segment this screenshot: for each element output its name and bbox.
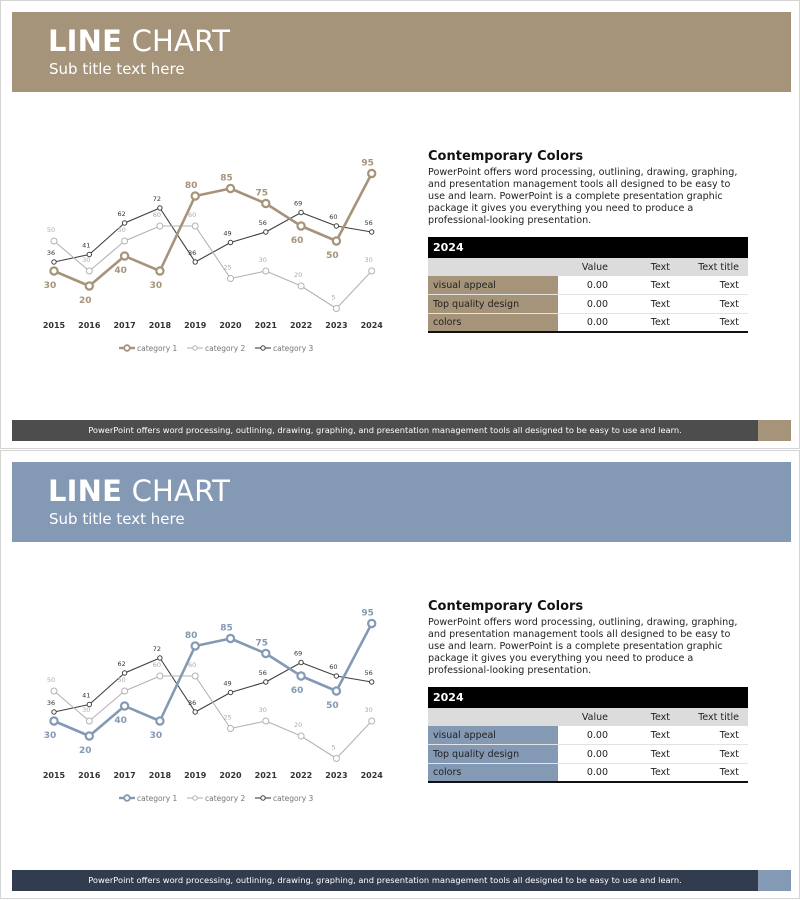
- x-tick-label: 2020: [219, 321, 242, 330]
- x-tick-label: 2015: [42, 771, 66, 780]
- x-tick-label: 2023: [325, 321, 348, 330]
- data-label: 50: [117, 676, 126, 684]
- x-tick-label: 2022: [289, 321, 313, 330]
- data-label: 60: [188, 211, 197, 219]
- column-header: [428, 708, 558, 726]
- data-label: 56: [364, 669, 373, 677]
- x-tick-label: 2019: [184, 321, 207, 330]
- table-cell: Text: [650, 317, 670, 328]
- data-point: [264, 230, 268, 234]
- line-chart-svg: [31, 141, 401, 381]
- title-light-part: CHART: [122, 24, 231, 58]
- line-chart: [31, 141, 401, 381]
- data-point: [333, 687, 340, 694]
- data-point: [50, 717, 57, 724]
- data-point: [369, 268, 375, 274]
- data-point: [122, 221, 126, 225]
- data-label: 60: [329, 663, 338, 671]
- footer-accent-block: [758, 870, 791, 891]
- data-point: [50, 267, 57, 274]
- data-table: [428, 687, 748, 783]
- legend-label: category 1: [137, 344, 178, 353]
- data-point: [263, 718, 269, 724]
- title-bold-part: LINE: [48, 24, 123, 58]
- data-point: [52, 260, 56, 264]
- data-point: [86, 282, 93, 289]
- data-point: [192, 673, 198, 679]
- data-label: 49: [223, 679, 232, 688]
- legend-marker: [124, 345, 130, 351]
- data-point: [298, 733, 304, 739]
- data-point: [228, 690, 232, 694]
- column-header: Value: [581, 261, 608, 273]
- data-point: [298, 283, 304, 289]
- data-label: 60: [290, 236, 304, 246]
- data-point: [333, 237, 340, 244]
- slide-1: [0, 0, 800, 449]
- data-label: 30: [82, 706, 91, 714]
- data-label: 5: [331, 293, 336, 302]
- table-cell: Text: [719, 767, 739, 778]
- data-point: [122, 671, 126, 675]
- data-label: 41: [82, 691, 91, 700]
- data-point: [157, 223, 163, 229]
- legend-label: category 1: [137, 794, 178, 803]
- table-cell: 0.00: [586, 748, 608, 760]
- data-point: [86, 718, 92, 724]
- data-label: 56: [258, 219, 267, 227]
- data-point: [298, 222, 305, 229]
- data-point: [370, 680, 374, 684]
- table-row: [428, 314, 748, 333]
- data-label: 85: [220, 173, 233, 184]
- legend-label: category 2: [205, 344, 246, 353]
- table-column-headers: [428, 708, 748, 726]
- data-label: 30: [43, 281, 57, 291]
- data-point: [262, 650, 269, 657]
- slide-header: [12, 12, 791, 92]
- footer-bar: PowerPoint offers word processing, outlining, drawing, graphing, and presentation management tools all designed to be easy to use and learn.: [12, 870, 758, 891]
- slide-subtitle: Sub title text here: [49, 60, 185, 78]
- table-cell: Text: [650, 767, 670, 778]
- x-tick-label: 2018: [148, 771, 172, 780]
- data-point: [227, 185, 234, 192]
- data-label: 49: [223, 229, 232, 238]
- data-point: [299, 210, 303, 214]
- data-label: 20: [293, 721, 303, 729]
- row-label: colors: [428, 314, 558, 331]
- table-column-headers: [428, 258, 748, 276]
- data-label: 60: [152, 211, 162, 219]
- data-point: [193, 710, 197, 714]
- data-point: [264, 680, 268, 684]
- data-label: 36: [46, 249, 56, 257]
- data-point: [299, 660, 303, 664]
- data-point: [333, 756, 339, 762]
- series-line-category-2: [54, 676, 372, 759]
- table-cell: Text: [719, 279, 739, 291]
- data-table: [428, 237, 748, 333]
- data-label: 30: [43, 731, 57, 741]
- data-label: 62: [117, 660, 126, 668]
- data-point: [158, 206, 162, 210]
- data-label: 40: [114, 716, 127, 726]
- data-point: [370, 230, 374, 234]
- data-point: [52, 710, 56, 714]
- data-point: [227, 635, 234, 642]
- legend-label: category 2: [205, 794, 246, 803]
- column-header: [428, 258, 558, 276]
- row-label: visual appeal: [428, 726, 558, 744]
- table-header: 2024: [428, 237, 748, 258]
- data-label: 30: [149, 281, 163, 291]
- panel-title: Contemporary Colors: [428, 599, 584, 614]
- row-label: colors: [428, 764, 558, 781]
- data-label: 30: [364, 256, 373, 264]
- x-tick-label: 2020: [219, 771, 242, 780]
- table-header: 2024: [428, 687, 748, 708]
- column-header: Text title: [698, 711, 739, 723]
- data-label: 20: [79, 746, 92, 756]
- table-cell: Text: [650, 748, 670, 760]
- data-point: [369, 718, 375, 724]
- line-chart-svg: [31, 591, 401, 831]
- series-line-category-2: [54, 226, 372, 309]
- x-tick-label: 2023: [325, 771, 348, 780]
- table-row: [428, 764, 748, 783]
- data-point: [192, 223, 198, 229]
- data-point: [334, 224, 338, 228]
- data-label: 30: [364, 706, 373, 714]
- data-point: [192, 642, 199, 649]
- data-label: 56: [258, 669, 267, 677]
- data-point: [86, 732, 93, 739]
- x-tick-label: 2021: [254, 771, 277, 780]
- data-label: 95: [361, 158, 374, 169]
- data-label: 50: [46, 676, 56, 684]
- data-label: 60: [152, 661, 162, 669]
- slide-2: [0, 450, 800, 899]
- data-label: 30: [258, 256, 267, 264]
- data-label: 60: [188, 661, 197, 669]
- panel-body: PowerPoint offers word processing, outlining, drawing, graphing, and presentation management tools all designed to be easy to use and learn. PowerPoint is a complete presentation graphic package it gives you everything you need to produce a professional-looking presentation.: [428, 167, 738, 226]
- table-cell: Text: [719, 748, 739, 760]
- panel-body: PowerPoint offers word processing, outlining, drawing, graphing, and presentation management tools all designed to be easy to use and learn. PowerPoint is a complete presentation graphic package it gives you everything you need to produce a professional-looking presentation.: [428, 617, 738, 676]
- table-cell: 0.00: [586, 279, 608, 291]
- title-light-part: CHART: [122, 474, 231, 508]
- table-row: [428, 745, 748, 764]
- legend-marker: [261, 346, 265, 350]
- slide-header: [12, 462, 791, 542]
- legend-label: category 3: [273, 344, 314, 353]
- data-label: 30: [149, 731, 163, 741]
- data-point: [262, 200, 269, 207]
- data-point: [228, 726, 234, 732]
- text-panel: [428, 149, 748, 227]
- x-tick-label: 2024: [360, 771, 383, 780]
- title-bold-part: LINE: [48, 474, 123, 508]
- data-label: 95: [361, 608, 374, 619]
- legend-marker: [261, 796, 265, 800]
- slide-subtitle: Sub title text here: [49, 510, 185, 528]
- legend-marker: [124, 795, 130, 801]
- table-cell: 0.00: [586, 729, 608, 741]
- footer-accent-block: [758, 420, 791, 441]
- legend-marker: [193, 346, 197, 350]
- table-cell: 0.00: [586, 767, 608, 778]
- data-label: 40: [114, 266, 127, 276]
- row-label: Top quality design: [428, 745, 558, 763]
- table-cell: 0.00: [586, 298, 608, 310]
- x-tick-label: 2022: [289, 771, 313, 780]
- data-label: 56: [364, 219, 373, 227]
- data-point: [122, 238, 128, 244]
- data-point: [192, 192, 199, 199]
- data-label: 41: [82, 241, 91, 250]
- data-label: 50: [46, 226, 56, 234]
- data-label: 80: [184, 631, 198, 641]
- x-tick-label: 2017: [113, 771, 136, 780]
- data-label: 20: [293, 271, 303, 279]
- column-header: Text title: [698, 261, 739, 273]
- table-row: [428, 726, 748, 745]
- data-label: 36: [188, 249, 197, 257]
- data-point: [121, 702, 128, 709]
- table-row: [428, 276, 748, 295]
- series-line-category-1: [54, 624, 372, 737]
- data-point: [263, 268, 269, 274]
- table-cell: Text: [650, 298, 670, 310]
- data-point: [228, 240, 232, 244]
- table-cell: Text: [719, 298, 739, 310]
- data-label: 50: [326, 251, 339, 261]
- data-point: [368, 170, 375, 177]
- data-point: [158, 656, 162, 660]
- data-label: 25: [223, 713, 232, 722]
- data-point: [121, 252, 128, 259]
- data-point: [333, 306, 339, 312]
- data-point: [51, 238, 57, 244]
- data-label: 72: [152, 195, 162, 203]
- data-label: 50: [117, 226, 126, 234]
- x-tick-label: 2018: [148, 321, 172, 330]
- data-label: 30: [258, 706, 267, 714]
- data-label: 62: [117, 210, 126, 218]
- table-row: [428, 295, 748, 314]
- data-label: 5: [331, 743, 336, 752]
- data-label: 36: [46, 699, 56, 707]
- row-label: visual appeal: [428, 276, 558, 294]
- data-point: [122, 688, 128, 694]
- table-cell: Text: [650, 279, 670, 291]
- column-header: Text: [650, 261, 670, 273]
- row-label: Top quality design: [428, 295, 558, 313]
- table-cell: 0.00: [586, 317, 608, 328]
- table-cell: Text: [650, 729, 670, 741]
- x-tick-label: 2016: [78, 771, 101, 780]
- data-label: 20: [79, 296, 92, 306]
- x-tick-label: 2015: [42, 321, 66, 330]
- slide-title: [48, 26, 230, 56]
- footer-bar: PowerPoint offers word processing, outlining, drawing, graphing, and presentation management tools all designed to be easy to use and learn.: [12, 420, 758, 441]
- x-tick-label: 2021: [254, 321, 277, 330]
- data-label: 69: [293, 199, 303, 208]
- data-point: [228, 276, 234, 282]
- column-header: Value: [581, 711, 608, 723]
- data-label: 60: [290, 686, 304, 696]
- data-label: 75: [255, 638, 269, 649]
- x-tick-label: 2016: [78, 321, 101, 330]
- data-label: 60: [329, 213, 338, 221]
- data-label: 72: [152, 645, 162, 653]
- x-tick-label: 2019: [184, 771, 207, 780]
- data-label: 80: [184, 181, 198, 191]
- legend-label: category 3: [273, 794, 314, 803]
- data-label: 85: [220, 623, 233, 634]
- table-cell: Text: [719, 317, 739, 328]
- slide-title: [48, 476, 230, 506]
- text-panel: [428, 599, 748, 677]
- data-label: 50: [326, 701, 339, 711]
- legend-marker: [193, 796, 197, 800]
- series-line-category-1: [54, 174, 372, 287]
- data-label: 30: [82, 256, 91, 264]
- data-point: [156, 267, 163, 274]
- data-label: 75: [255, 188, 269, 199]
- data-point: [51, 688, 57, 694]
- column-header: Text: [650, 711, 670, 723]
- data-point: [368, 620, 375, 627]
- panel-title: Contemporary Colors: [428, 149, 584, 164]
- x-tick-label: 2017: [113, 321, 136, 330]
- data-point: [193, 260, 197, 264]
- data-label: 25: [223, 263, 232, 272]
- data-point: [157, 673, 163, 679]
- data-point: [156, 717, 163, 724]
- line-chart: [31, 591, 401, 831]
- data-point: [298, 672, 305, 679]
- data-label: 69: [293, 649, 303, 658]
- data-label: 36: [188, 699, 197, 707]
- data-point: [86, 268, 92, 274]
- data-point: [334, 674, 338, 678]
- x-tick-label: 2024: [360, 321, 383, 330]
- table-cell: Text: [719, 729, 739, 741]
